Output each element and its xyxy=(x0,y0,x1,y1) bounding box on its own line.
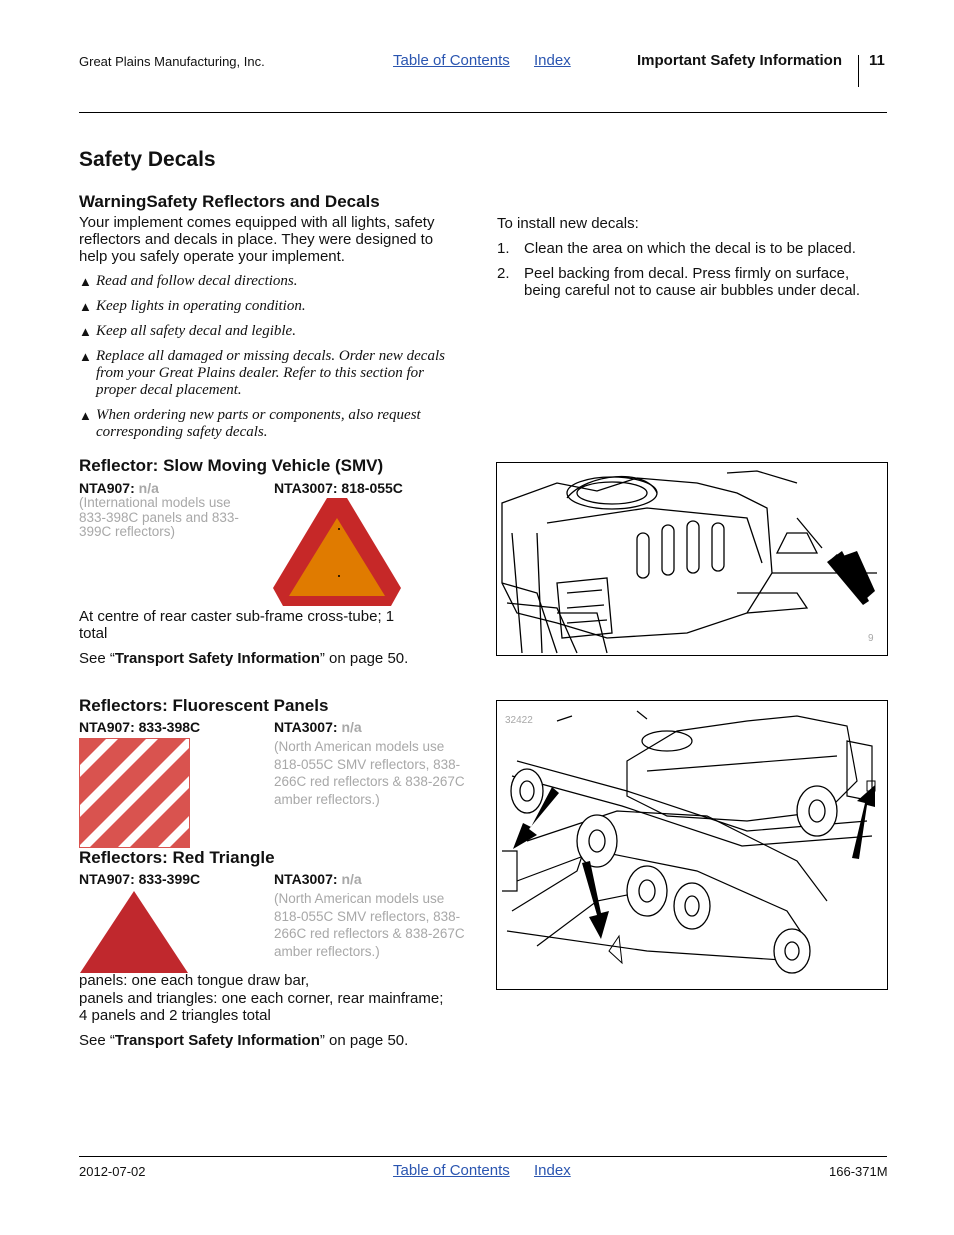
header-toc-link[interactable]: Table of Contents xyxy=(393,52,510,69)
install-step-text: Clean the area on which the decal is to be placed. xyxy=(524,240,856,257)
triangle-nta907: NTA907: 833-399C xyxy=(79,871,201,887)
triangle-bullet-icon: ▲ xyxy=(79,324,92,339)
page-title: Safety Decals xyxy=(79,148,216,171)
figure-number: 32422 xyxy=(505,715,533,726)
header-section-title: Important Safety Information xyxy=(637,52,843,69)
page-number: 11 xyxy=(869,52,885,69)
triangle-nta3007: NTA3007: n/a xyxy=(274,871,362,887)
smv-heading: Reflector: Slow Moving Vehicle (SMV) xyxy=(79,456,384,475)
triangle-see-reference: See “Transport Safety Information” on page 50. xyxy=(79,1032,409,1049)
fluorescent-panel-icon xyxy=(79,738,190,848)
smv-see-reference: See “Transport Safety Information” on page 50. xyxy=(79,650,409,667)
panels-location-figure xyxy=(496,700,888,990)
footer-date: 2012-07-02 xyxy=(79,1164,146,1179)
footer-index-link[interactable]: Index xyxy=(534,1162,571,1179)
panels-nta3007-note: (North American models use 818-055C SMV reflectors, 838-266C red reflectors & 838-267C amber reflectors.) xyxy=(274,739,465,807)
install-step-text: Peel backing from decal. Press firmly on surface, being careful not to cause air bubbles under decal. xyxy=(524,265,861,299)
warning-bullet: ▲ Replace all damaged or missing decals. Order new decals from your Great Plains dealer. Refer to this section for proper decal placement. xyxy=(79,348,445,398)
figure-number: 9 xyxy=(868,633,874,644)
warning-intro: Your implement comes equipped with all lights, safety reflectors and decals in place. They were designed to help you safely operate your implement. xyxy=(79,214,435,265)
triangle-location-line: panels and triangles: one each corner, rear mainframe; xyxy=(79,990,444,1007)
install-step-number: 1. xyxy=(497,240,510,257)
machine-rear-illustration xyxy=(497,463,887,655)
header-index-link[interactable]: Index xyxy=(534,52,571,69)
install-intro: To install new decals: xyxy=(497,215,639,232)
warning-bullet: ▲ Read and follow decal directions. xyxy=(79,273,298,289)
warning-bullet: ▲ When ordering new parts or components, also request corresponding safety decals. xyxy=(79,407,421,440)
triangle-nta3007-note: (North American models use 818-055C SMV reflectors, 838-266C red reflectors & 838-267C amber reflectors.) xyxy=(274,891,465,959)
footer-doc-number: 166-371M xyxy=(829,1164,888,1179)
red-triangle-icon xyxy=(79,890,189,974)
triangle-bullet-icon: ▲ xyxy=(79,349,92,364)
panels-nta907: NTA907: 833-398C xyxy=(79,719,201,735)
smv-location-figure xyxy=(496,462,888,656)
smv-nta3007: NTA3007: 818-055C xyxy=(274,480,403,496)
footer-rule xyxy=(79,1156,887,1157)
panels-heading: Reflectors: Fluorescent Panels xyxy=(79,696,329,715)
smv-nta907-note: (International models use 833-398C panels and 833-399C reflectors) xyxy=(79,495,239,539)
triangle-bullet-icon: ▲ xyxy=(79,274,92,289)
triangle-see-link[interactable]: Transport Safety Information xyxy=(114,1032,320,1049)
warning-bullet: ▲ Keep lights in operating condition. xyxy=(79,298,306,314)
smv-reflector-icon xyxy=(273,496,401,608)
triangle-location-line: 4 panels and 2 triangles total xyxy=(79,1007,271,1024)
panels-nta3007: NTA3007: n/a xyxy=(274,719,362,735)
header-rule xyxy=(79,112,887,113)
smv-location: At centre of rear caster sub-frame cross-tube; 1 total xyxy=(79,608,395,642)
footer-toc-link[interactable]: Table of Contents xyxy=(393,1162,510,1179)
smv-see-link[interactable]: Transport Safety Information xyxy=(114,650,320,667)
triangle-bullet-icon: ▲ xyxy=(79,299,92,314)
warning-heading: WarningSafety Reflectors and Decals xyxy=(79,192,380,211)
machine-overview-illustration xyxy=(497,701,887,989)
warning-bullet: ▲ Keep all safety decal and legible. xyxy=(79,323,296,339)
triangle-location-line: panels: one each tongue draw bar, xyxy=(79,972,310,989)
triangle-bullet-icon: ▲ xyxy=(79,408,92,423)
header-divider xyxy=(858,55,859,87)
install-step-number: 2. xyxy=(497,265,510,282)
smv-nta907: NTA907: n/a xyxy=(79,480,159,496)
triangle-heading: Reflectors: Red Triangle xyxy=(79,848,275,867)
header-company: Great Plains Manufacturing, Inc. xyxy=(79,54,265,69)
